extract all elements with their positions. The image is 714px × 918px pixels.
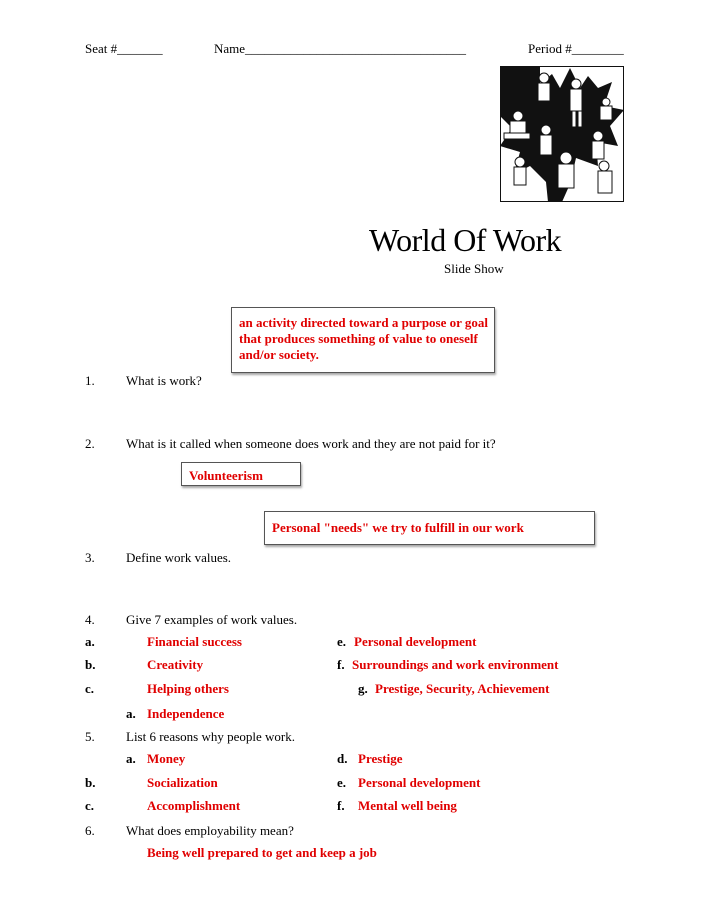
list-letter: b.	[85, 775, 96, 790]
list-item: Accomplishment	[147, 798, 241, 813]
question-text: Give 7 examples of work values.	[126, 612, 298, 627]
name-field: Name__________________________________	[214, 41, 467, 56]
list-letter: e.	[337, 775, 347, 790]
list-item: Prestige	[358, 751, 403, 766]
list-item: Prestige, Security, Achievement	[375, 681, 550, 696]
question-text: What is work?	[126, 373, 202, 388]
list-item: Surroundings and work environment	[352, 657, 559, 672]
page-subtitle: Slide Show	[444, 261, 504, 276]
list-item: Personal development	[358, 775, 481, 790]
page-title: World Of Work	[369, 222, 562, 258]
list-letter: c.	[85, 681, 95, 696]
answer-box-work-values	[264, 511, 595, 545]
question-text: Define work values.	[126, 550, 232, 565]
list-letter: b.	[85, 657, 96, 672]
list-letter: a.	[126, 706, 136, 721]
list-item: Mental well being	[358, 798, 457, 813]
period-field: Period #________	[528, 41, 624, 56]
question-number: 5.	[85, 729, 95, 744]
answer-work-definition: an activity directed toward a purpose or goal that produces something of value to oneself and/or society.	[239, 315, 489, 362]
workers-illustration	[500, 66, 624, 202]
list-item: Financial success	[147, 634, 242, 649]
question-number: 4.	[85, 612, 95, 627]
question-number: 2.	[85, 436, 95, 451]
list-letter: c.	[85, 798, 95, 813]
list-letter: g.	[358, 681, 368, 696]
list-letter: d.	[337, 751, 348, 766]
answer-box-work-definition	[231, 307, 495, 373]
answer-work-values: Personal "needs" we try to fulfill in our work	[272, 520, 524, 535]
question-text: What does employability mean?	[126, 823, 294, 838]
list-item: Helping others	[147, 681, 229, 696]
list-item: Personal development	[354, 634, 477, 649]
list-item: Creativity	[147, 657, 204, 672]
list-letter: f.	[337, 657, 345, 672]
list-item: Socialization	[147, 775, 218, 790]
question-text: What is it called when someone does work and they are not paid for it?	[126, 436, 496, 451]
question-number: 3.	[85, 550, 95, 565]
list-letter: a.	[85, 634, 95, 649]
list-item: Independence	[147, 706, 225, 721]
question-text: List 6 reasons why people work.	[126, 729, 295, 744]
question-number: 1.	[85, 373, 95, 388]
list-item: Money	[147, 751, 186, 766]
answer-box-volunteerism	[181, 462, 301, 486]
list-letter: f.	[337, 798, 345, 813]
answer-volunteerism: Volunteerism	[189, 468, 263, 483]
seat-field: Seat #_______	[85, 41, 163, 56]
list-letter: a.	[126, 751, 136, 766]
list-letter: e.	[337, 634, 347, 649]
answer-employability: Being well prepared to get and keep a job	[147, 845, 377, 860]
question-number: 6.	[85, 823, 95, 838]
